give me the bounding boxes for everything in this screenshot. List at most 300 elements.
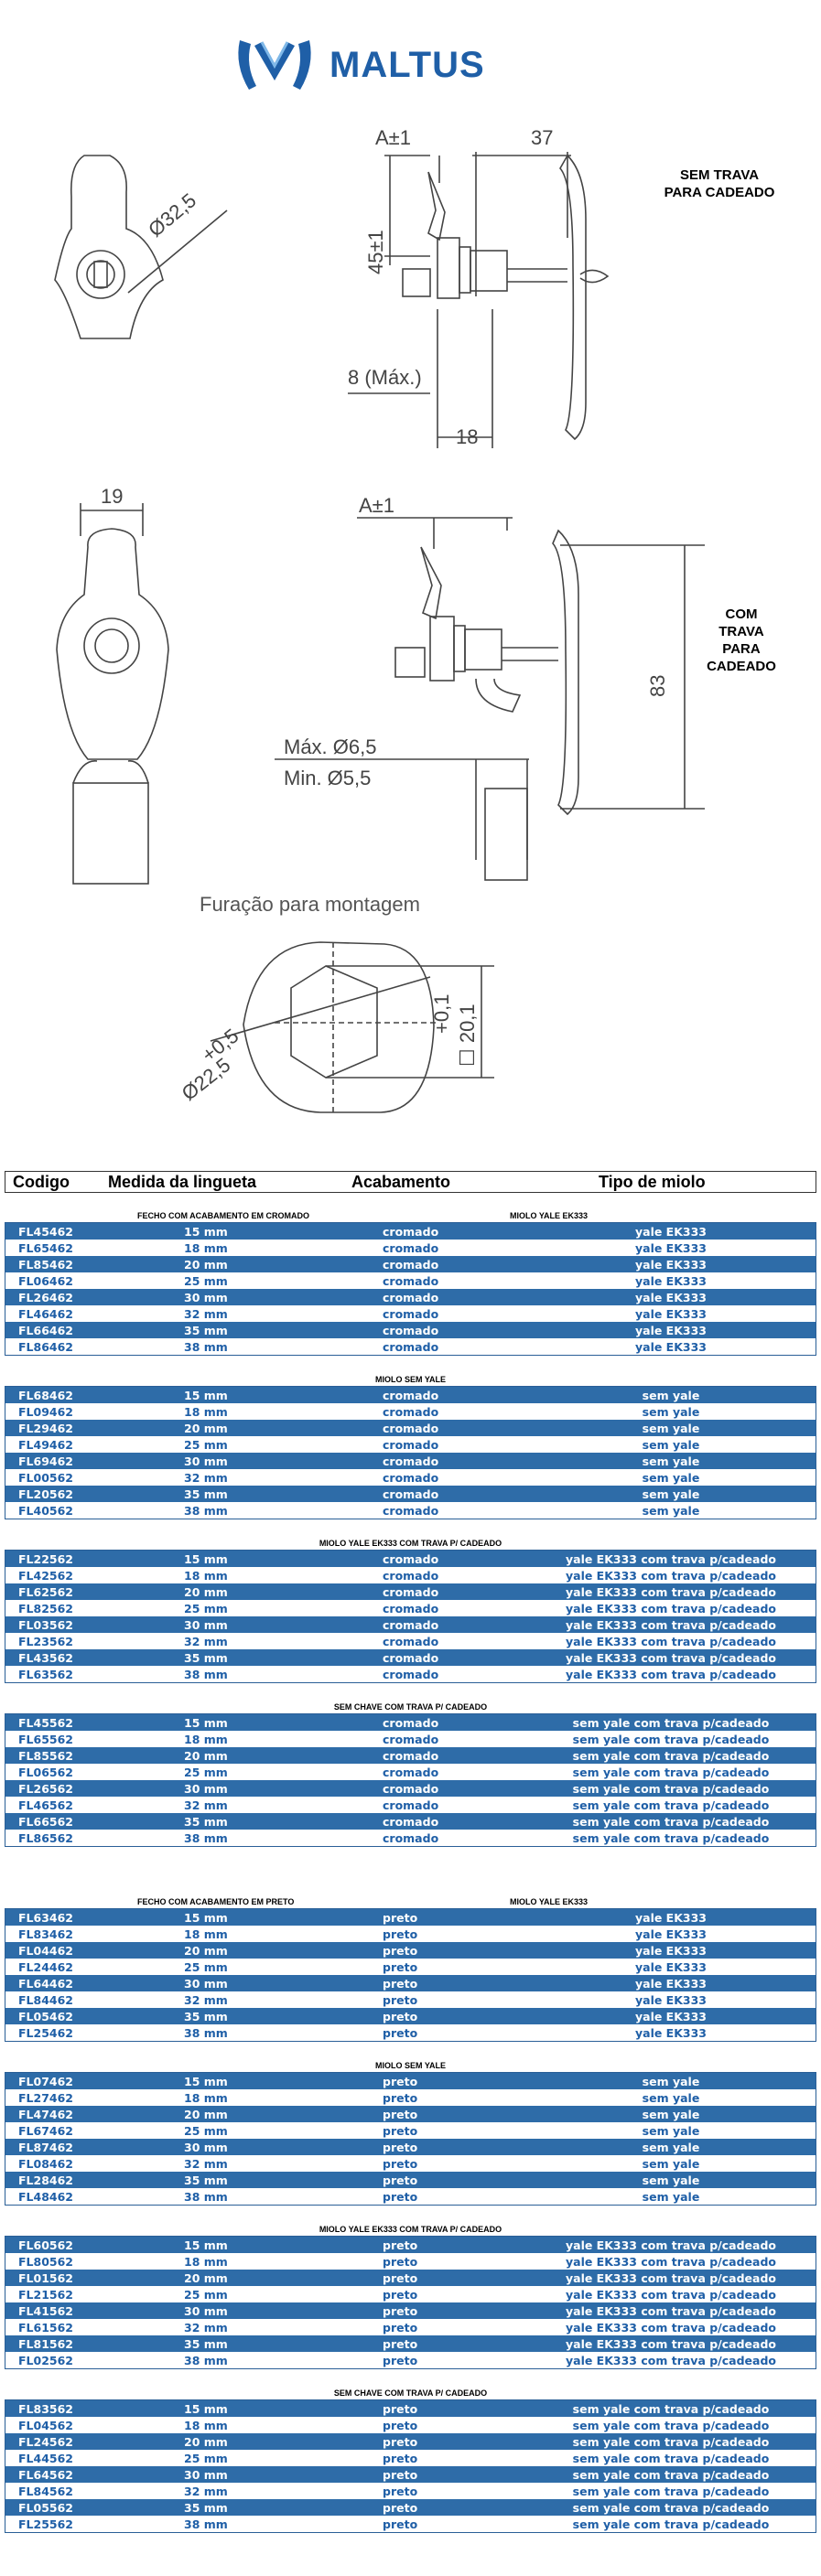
cell-acabamento: cromado [383,1765,439,1779]
dim-18: 18 [456,425,479,448]
table-row [5,2122,816,2139]
table-row [5,1551,816,1567]
group-miolo-label: MIOLO YALE EK333 [510,1211,589,1220]
cell-codigo: FL69462 [18,1454,73,1468]
table-row [5,1649,816,1666]
header-acabamento: Acabamento [351,1172,451,1191]
table-row [5,2188,816,2205]
cell-medida: 38 mm [184,2517,228,2531]
group-finish-label: FECHO COM ACABAMENTO EM CROMADO [137,1211,309,1220]
cell-codigo: FL05562 [18,2500,73,2515]
cell-miolo: sem yale [642,1421,700,1435]
cell-miolo: yale EK333 [634,1943,707,1958]
cell-miolo: yale EK333 [634,1257,707,1272]
cell-miolo: sem yale com trava p/cadeado [572,2500,770,2515]
group-labels [5,1209,816,1222]
table-row [5,2516,816,2532]
group-rows [5,1713,816,1847]
table-row [5,1322,816,1338]
cell-codigo: FL27462 [18,2090,73,2105]
cell-miolo: sem yale [642,1437,700,1452]
cell-miolo: yale EK333 [634,1306,707,1321]
cell-medida: 25 mm [184,1765,228,1779]
cell-miolo: sem yale [642,2123,700,2138]
cell-medida: 15 mm [184,1388,228,1402]
cell-acabamento: preto [383,2173,418,2187]
table-row [5,1240,816,1256]
cell-medida: 25 mm [184,1273,228,1288]
cell-acabamento: cromado [383,1715,439,1730]
cell-codigo: FL47462 [18,2107,73,2121]
cell-acabamento: cromado [383,1323,439,1337]
cell-miolo: sem yale com trava p/cadeado [572,1715,770,1730]
cell-miolo: yale EK333 [634,1323,707,1337]
cell-codigo: FL22562 [18,1551,73,1566]
cell-acabamento: cromado [383,1470,439,1485]
cell-acabamento: preto [383,2287,418,2302]
table-row [5,1338,816,1355]
cell-miolo: yale EK333 com trava p/cadeado [565,2320,776,2334]
cell-codigo: FL00562 [18,1470,73,1485]
cell-acabamento: preto [383,2107,418,2121]
group-labels [5,1537,816,1550]
table-row [5,2466,816,2483]
cell-codigo: FL03562 [18,1617,73,1632]
cell-miolo: yale EK333 [634,1224,707,1239]
cell-acabamento: preto [383,2009,418,2023]
table-row [5,1616,816,1633]
cell-acabamento: cromado [383,1388,439,1402]
dim-201: ☐ 20,1 [456,1004,479,1067]
cell-miolo: sem yale [642,2156,700,2171]
cell-codigo: FL46562 [18,1798,73,1812]
cell-acabamento: cromado [383,1257,439,1272]
table-group [5,2387,816,2533]
cell-acabamento: cromado [383,1634,439,1648]
cell-acabamento: preto [383,2189,418,2204]
cell-codigo: FL42562 [18,1568,73,1583]
cell-miolo: yale EK333 com trava p/cadeado [565,1601,776,1615]
table-row [5,2450,816,2466]
cell-medida: 20 mm [184,1748,228,1763]
group-rows [5,1550,816,1683]
table-row [5,2106,816,2122]
table-row [5,1764,816,1780]
cell-codigo: FL02562 [18,2353,73,2367]
cell-codigo: FL23562 [18,1634,73,1648]
cell-acabamento: cromado [383,1273,439,1288]
cell-miolo: yale EK333 com trava p/cadeado [565,2270,776,2285]
cell-medida: 35 mm [184,1814,228,1829]
cell-acabamento: preto [383,1927,418,1941]
cell-miolo: yale EK333 [634,1976,707,1991]
dim-83: 83 [646,674,669,697]
dim-8: 8 (Máx.) [348,366,422,389]
table-row [5,1486,816,1502]
cell-miolo: sem yale [642,2107,700,2121]
cell-codigo: FL64462 [18,1976,73,1991]
cell-acabamento: cromado [383,1437,439,1452]
cell-codigo: FL25462 [18,2025,73,2040]
cell-codigo: FL64562 [18,2467,73,2482]
cell-codigo: FL08462 [18,2156,73,2171]
cell-codigo: FL46462 [18,1306,73,1321]
group-miolo-label: MIOLO SEM YALE [374,2061,446,2070]
tol-225: +0,5 [197,1024,243,1067]
cell-miolo: yale EK333 [634,1339,707,1354]
cell-codigo: FL06562 [18,1765,73,1779]
group-miolo-label: MIOLO YALE EK333 COM TRAVA P/ CADEADO [319,2225,502,2234]
cell-medida: 38 mm [184,1667,228,1681]
cell-medida: 30 mm [184,1781,228,1796]
group-labels [5,1373,816,1386]
cell-acabamento: preto [383,2484,418,2498]
cell-miolo: sem yale com trava p/cadeado [572,1748,770,1763]
table-row [5,1256,816,1272]
cell-codigo: FL26462 [18,1290,73,1304]
dim-a-bottom: A±1 [359,494,394,517]
cell-codigo: FL65562 [18,1732,73,1746]
cell-codigo: FL80562 [18,2254,73,2269]
cell-medida: 20 mm [184,1421,228,1435]
cell-medida: 35 mm [184,2009,228,2023]
table-group [5,1209,816,1356]
group-labels [5,2223,816,2236]
cell-acabamento: preto [383,1959,418,1974]
dim-min: Min. Ø5,5 [284,767,372,789]
cell-codigo: FL87462 [18,2140,73,2154]
table-row [5,2089,816,2106]
cell-medida: 30 mm [184,1976,228,1991]
cell-medida: 38 mm [184,1503,228,1518]
table-row [5,1975,816,1991]
cell-codigo: FL05462 [18,2009,73,2023]
cell-acabamento: preto [383,2451,418,2465]
cell-acabamento: cromado [383,1306,439,1321]
cell-miolo: sem yale [642,1503,700,1518]
cell-medida: 15 mm [184,1910,228,1925]
cell-codigo: FL06462 [18,1273,73,1288]
table-row [5,1797,816,1813]
cell-miolo: yale EK333 [634,1273,707,1288]
cell-medida: 25 mm [184,1437,228,1452]
cell-codigo: FL20562 [18,1487,73,1501]
cell-codigo: FL85562 [18,1748,73,1763]
cell-medida: 32 mm [184,1470,228,1485]
cell-acabamento: cromado [383,1781,439,1796]
cell-miolo: sem yale [642,1454,700,1468]
cell-miolo: yale EK333 com trava p/cadeado [565,1667,776,1681]
cell-medida: 20 mm [184,1584,228,1599]
cell-miolo: sem yale com trava p/cadeado [572,2418,770,2432]
cell-acabamento: preto [383,2500,418,2515]
cell-miolo: yale EK333 [634,1992,707,2007]
cell-miolo: yale EK333 [634,1959,707,1974]
table-group [5,2059,816,2206]
cell-miolo: sem yale [642,1404,700,1419]
cell-acabamento: cromado [383,1601,439,1615]
cell-miolo: yale EK333 com trava p/cadeado [565,1650,776,1665]
front-view-bottom [57,503,168,884]
cell-acabamento: cromado [383,1503,439,1518]
cell-medida: 35 mm [184,2500,228,2515]
group-miolo-label: MIOLO YALE EK333 [510,1897,589,1906]
dim-37: 37 [531,126,554,149]
cell-miolo: yale EK333 [634,1290,707,1304]
cell-medida: 15 mm [184,1715,228,1730]
cell-miolo: sem yale com trava p/cadeado [572,1830,770,1845]
cell-codigo: FL86462 [18,1339,73,1354]
cell-acabamento: cromado [383,1830,439,1845]
cell-medida: 30 mm [184,1290,228,1304]
brand-logo [232,33,485,97]
cell-codigo: FL26562 [18,1781,73,1796]
cell-miolo: yale EK333 com trava p/cadeado [565,2353,776,2367]
table-row [5,2073,816,2089]
table-row [5,1453,816,1469]
cell-acabamento: preto [383,2270,418,2285]
cell-acabamento: cromado [383,1667,439,1681]
cell-codigo: FL07462 [18,2074,73,2088]
table-row [5,1502,816,1519]
table-row [5,2237,816,2253]
cell-codigo: FL83562 [18,2401,73,2416]
cell-acabamento: preto [383,2353,418,2367]
table-row [5,1403,816,1420]
header-codigo: Codigo [13,1172,70,1191]
table-row [5,2008,816,2024]
cell-miolo: sem yale [642,2140,700,2154]
cell-miolo: sem yale com trava p/cadeado [572,2451,770,2465]
cell-codigo: FL86562 [18,1830,73,1845]
table-row [5,1991,816,2008]
cell-medida: 18 mm [184,2090,228,2105]
cell-acabamento: preto [383,2090,418,2105]
cell-acabamento: cromado [383,1454,439,1468]
cell-medida: 30 mm [184,2467,228,2482]
cell-miolo: sem yale [642,2173,700,2187]
table-row [5,2499,816,2516]
table-group [5,2223,816,2369]
cell-codigo: FL83462 [18,1927,73,1941]
cell-codigo: FL84462 [18,1992,73,2007]
cell-medida: 25 mm [184,1959,228,1974]
cell-acabamento: preto [383,2238,418,2252]
cell-medida: 20 mm [184,1257,228,1272]
cell-codigo: FL68462 [18,1388,73,1402]
group-miolo-label: SEM CHAVE COM TRAVA P/ CADEADO [333,2388,488,2398]
cell-miolo: yale EK333 com trava p/cadeado [565,1617,776,1632]
table-group [5,1537,816,1683]
table-row [5,1731,816,1747]
cell-codigo: FL21562 [18,2287,73,2302]
cell-codigo: FL65462 [18,1240,73,1255]
cell-miolo: yale EK333 [634,2009,707,2023]
cell-miolo: yale EK333 com trava p/cadeado [565,1584,776,1599]
cell-miolo: sem yale [642,2189,700,2204]
cell-codigo: FL04462 [18,1943,73,1958]
header-medida: Medida da lingueta [108,1172,257,1191]
group-labels [5,1701,816,1713]
cell-medida: 35 mm [184,2173,228,2187]
cell-codigo: FL85462 [18,1257,73,1272]
cell-medida: 30 mm [184,2303,228,2318]
table-row [5,2400,816,2417]
table-row [5,1830,816,1846]
cell-codigo: FL66562 [18,1814,73,1829]
cell-medida: 35 mm [184,1487,228,1501]
table-row [5,1600,816,1616]
cell-medida: 32 mm [184,2320,228,2334]
cell-medida: 38 mm [184,1339,228,1354]
cell-medida: 30 mm [184,1454,228,1468]
table-group [5,1895,816,2042]
table-row [5,2286,816,2302]
cell-acabamento: cromado [383,1551,439,1566]
table-row [5,1780,816,1797]
table-row [5,2352,816,2368]
cell-medida: 20 mm [184,2270,228,2285]
cell-codigo: FL45462 [18,1224,73,1239]
table-row [5,1305,816,1322]
cell-miolo: sem yale com trava p/cadeado [572,1798,770,1812]
table-row [5,1436,816,1453]
cell-miolo: yale EK333 [634,1927,707,1941]
cell-medida: 18 mm [184,1240,228,1255]
cell-acabamento: preto [383,2156,418,2171]
dim-a-top: A±1 [375,126,411,149]
cell-medida: 15 mm [184,2238,228,2252]
table-row [5,2024,816,2041]
table-row [5,1926,816,1942]
dim-19: 19 [101,485,124,508]
cell-miolo: sem yale [642,2090,700,2105]
table-row [5,1289,816,1305]
cell-acabamento: preto [383,2025,418,2040]
group-rows [5,1386,816,1519]
cell-acabamento: cromado [383,1404,439,1419]
cell-acabamento: cromado [383,1568,439,1583]
cell-miolo: yale EK333 [634,2025,707,2040]
table-row [5,1633,816,1649]
cell-acabamento: preto [383,2434,418,2449]
cell-miolo: yale EK333 [634,1240,707,1255]
table-row [5,2155,816,2172]
cell-codigo: FL61562 [18,2320,73,2334]
cell-acabamento: preto [383,1976,418,1991]
table-row [5,1747,816,1764]
maltus-logo-icon [232,33,317,97]
cell-codigo: FL41562 [18,2303,73,2318]
cell-codigo: FL49462 [18,1437,73,1452]
table-row [5,1959,816,1975]
cell-miolo: yale EK333 com trava p/cadeado [565,2254,776,2269]
cell-acabamento: cromado [383,1421,439,1435]
cell-codigo: FL43562 [18,1650,73,1665]
cell-miolo: yale EK333 [634,1910,707,1925]
group-labels [5,2387,816,2399]
cell-medida: 15 mm [184,1551,228,1566]
cell-acabamento: cromado [383,1814,439,1829]
table-row [5,1666,816,1682]
cell-medida: 30 mm [184,1617,228,1632]
cell-acabamento: cromado [383,1487,439,1501]
cell-acabamento: preto [383,2418,418,2432]
table-header [5,1171,816,1193]
cell-acabamento: cromado [383,1748,439,1763]
table-row [5,1942,816,1959]
cell-codigo: FL81562 [18,2336,73,2351]
table-row [5,1714,816,1731]
table-row [5,1813,816,1830]
cell-acabamento: cromado [383,1290,439,1304]
cell-acabamento: preto [383,2320,418,2334]
cell-acabamento: cromado [383,1224,439,1239]
table-row [5,2417,816,2433]
group-rows [5,2236,816,2369]
cell-medida: 15 mm [184,2074,228,2088]
cell-acabamento: cromado [383,1650,439,1665]
cell-codigo: FL28462 [18,2173,73,2187]
note-sem-trava: SEM TRAVA PARA CADEADO [664,167,775,200]
cell-miolo: sem yale com trava p/cadeado [572,1732,770,1746]
cell-acabamento: cromado [383,1617,439,1632]
table-row [5,1420,816,1436]
cell-medida: 18 mm [184,1732,228,1746]
cell-codigo: FL25562 [18,2517,73,2531]
cell-acabamento: cromado [383,1584,439,1599]
cell-acabamento: preto [383,2401,418,2416]
cell-medida: 20 mm [184,2434,228,2449]
table-row [5,1567,816,1583]
cell-codigo: FL82562 [18,1601,73,1615]
cell-miolo: sem yale [642,1487,700,1501]
table-row [5,2139,816,2155]
cell-codigo: FL04562 [18,2418,73,2432]
cell-miolo: sem yale com trava p/cadeado [572,1814,770,1829]
cell-medida: 32 mm [184,1306,228,1321]
cell-acabamento: preto [383,2254,418,2269]
dim-max: Máx. Ø6,5 [284,735,377,758]
cell-acabamento: preto [383,2517,418,2531]
cell-codigo: FL09462 [18,1404,73,1419]
cell-miolo: yale EK333 com trava p/cadeado [565,2336,776,2351]
cell-miolo: sem yale [642,1470,700,1485]
table-row [5,2270,816,2286]
cell-medida: 15 mm [184,2401,228,2416]
group-miolo-label: SEM CHAVE COM TRAVA P/ CADEADO [333,1702,488,1712]
cell-miolo: sem yale com trava p/cadeado [572,2434,770,2449]
cell-acabamento: cromado [383,1339,439,1354]
table-row [5,1387,816,1403]
cell-codigo: FL44562 [18,2451,73,2465]
cell-codigo: FL84562 [18,2484,73,2498]
tol-201: +0,1 [430,993,453,1034]
table-row [5,2302,816,2319]
cell-acabamento: preto [383,2074,418,2088]
table-row [5,1583,816,1600]
cell-medida: 35 mm [184,1323,228,1337]
brand-name: MALTUS [329,44,485,85]
cell-codigo: FL67462 [18,2123,73,2138]
table-row [5,1909,816,1926]
cell-medida: 38 mm [184,2353,228,2367]
table-row [5,2483,816,2499]
cell-miolo: sem yale [642,2074,700,2088]
cell-codigo: FL24462 [18,1959,73,1974]
cell-codigo: FL66462 [18,1323,73,1337]
cell-miolo: yale EK333 com trava p/cadeado [565,1551,776,1566]
